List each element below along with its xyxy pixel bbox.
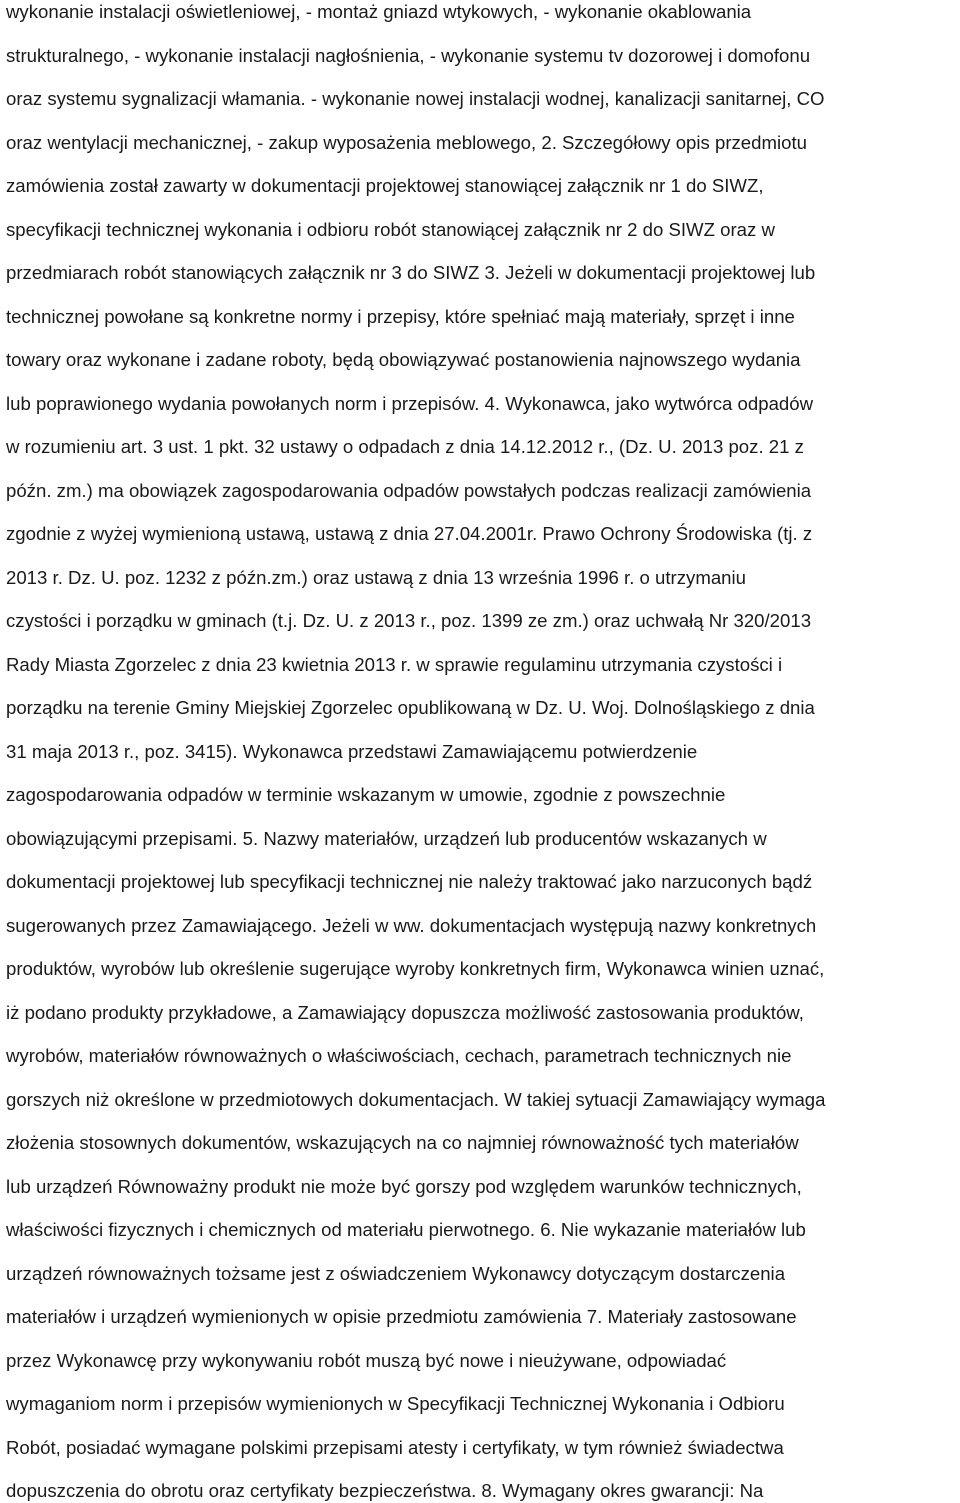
text-line: późn. zm.) ma obowiązek zagospodarowania odpadów powstałych podczas realizacji zamówienia bbox=[6, 479, 812, 501]
text-line: zagospodarowania odpadów w terminie wskazanym w umowie, zgodnie z powszechnie bbox=[6, 784, 726, 805]
text-line: Rady Miasta Zgorzelec z dnia 23 kwietnia 2013 r. w sprawie regulaminu utrzymania czystości i bbox=[6, 653, 783, 675]
text-line: iż podano produkty przykładowe, a Zamawiający dopuszcza możliwość zastosowania produktów, bbox=[6, 1001, 804, 1023]
text-line: gorszych niż określone w przedmiotowych dokumentacjach. W takiej sytuacji Zamawiający wymaga bbox=[6, 1088, 826, 1110]
text-line: towary oraz wykonane i zadane roboty, będą obowiązywać postanowienia najnowszego wydania bbox=[6, 349, 801, 370]
text-line: sugerowanych przez Zamawiającego. Jeżeli w ww. dokumentacjach występują nazwy konkretnych bbox=[6, 914, 817, 936]
document-body-text bbox=[6, 1, 960, 1503]
text-line: w rozumieniu art. 3 ust. 1 pkt. 32 ustawy o odpadach z dnia 14.12.2012 r., (Dz. U. 2013 poz. 21 z bbox=[6, 436, 804, 457]
text-line: Robót, posiadać wymagane polskimi przepisami atesty i certyfikaty, w tym również świadectwa bbox=[6, 1436, 784, 1458]
text-line: zgodnie z wyżej wymienioną ustawą, ustawą z dnia 27.04.2001r. Prawo Ochrony Środowiska (tj. z bbox=[6, 523, 813, 544]
text-line: 2013 r. Dz. U. poz. 1232 z późn.zm.) oraz ustawą z dnia 13 września 1996 r. o utrzymaniu bbox=[6, 566, 746, 588]
text-line: wyrobów, materiałów równoważnych o właściwościach, cechach, parametrach technicznych nie bbox=[6, 1045, 792, 1066]
text-line: specyfikacji technicznej wykonania i odbioru robót stanowiącej załącznik nr 2 do SIWZ oraz w bbox=[6, 218, 775, 240]
text-line: właściwości fizycznych i chemicznych od materiału pierwotnego. 6. Nie wykazanie materiałów lub bbox=[6, 1219, 806, 1240]
text-line: wymaganiom norm i przepisów wymienionych w Specyfikacji Technicznej Wykonania i Odbioru bbox=[6, 1393, 785, 1414]
text-line: dopuszczenia do obrotu oraz certyfikaty bezpieczeństwa. 8. Wymagany okres gwarancji: Na bbox=[6, 1480, 764, 1501]
text-line: oraz wentylacji mechanicznej, - zakup wyposażenia meblowego, 2. Szczegółowy opis przedmiotu bbox=[6, 131, 807, 153]
text-line: strukturalnego, - wykonanie instalacji nagłośnienia, - wykonanie systemu tv dozorowej i domofonu bbox=[6, 44, 811, 66]
text-line: materiałów i urządzeń wymienionych w opisie przedmiotu zamówienia 7. Materiały zastosowane bbox=[6, 1306, 797, 1327]
text-line: produktów, wyrobów lub określenie sugerujące wyroby konkretnych firm, Wykonawca winien uznać, bbox=[6, 958, 825, 979]
text-line: przedmiarach robót stanowiących załącznik nr 3 do SIWZ 3. Jeżeli w dokumentacji projektowej lub bbox=[6, 262, 816, 283]
text-line: lub urządzeń Równoważny produkt nie może być gorszy pod względem warunków technicznych, bbox=[6, 1175, 802, 1197]
text-line: urządzeń równoważnych tożsame jest z oświadczeniem Wykonawcy dotyczącym dostarczenia bbox=[6, 1262, 786, 1284]
text-line: złożenia stosownych dokumentów, wskazujących na co najmniej równoważność tych materiałów bbox=[6, 1132, 799, 1153]
text-line: lub poprawionego wydania powołanych norm i przepisów. 4. Wykonawca, jako wytwórca odpadów bbox=[6, 392, 814, 414]
text-line: wykonanie instalacji oświetleniowej, - montaż gniazd wtykowych, - wykonanie okablowania bbox=[6, 1, 752, 22]
text-line: porządku na terenie Gminy Miejskiej Zgorzelec opublikowaną w Dz. U. Woj. Dolnośląskiego z dnia bbox=[6, 697, 815, 718]
text-line: przez Wykonawcę przy wykonywaniu robót muszą być nowe i nieużywane, odpowiadać bbox=[6, 1349, 727, 1371]
text-line: dokumentacji projektowej lub specyfikacji technicznej nie należy traktować jako narzuconych bądź bbox=[6, 871, 813, 892]
text-line: zamówienia został zawarty w dokumentacji projektowej stanowiącej załącznik nr 1 do SIWZ, bbox=[6, 175, 764, 196]
text-line: czystości i porządku w gminach (t.j. Dz. U. z 2013 r., poz. 1399 ze zm.) oraz uchwałą Nr 320/2013 bbox=[6, 610, 812, 631]
text-line: technicznej powołane są konkretne normy i przepisy, które spełniać mają materiały, sprzęt i inne bbox=[6, 305, 795, 327]
text-line: obowiązującymi przepisami. 5. Nazwy materiałów, urządzeń lub producentów wskazanych w bbox=[6, 827, 767, 849]
text-line: 31 maja 2013 r., poz. 3415). Wykonawca przedstawi Zamawiającemu potwierdzenie bbox=[6, 740, 698, 762]
text-line: oraz systemu sygnalizacji włamania. - wykonanie nowej instalacji wodnej, kanalizacji sanitarnej, CO bbox=[6, 88, 825, 109]
